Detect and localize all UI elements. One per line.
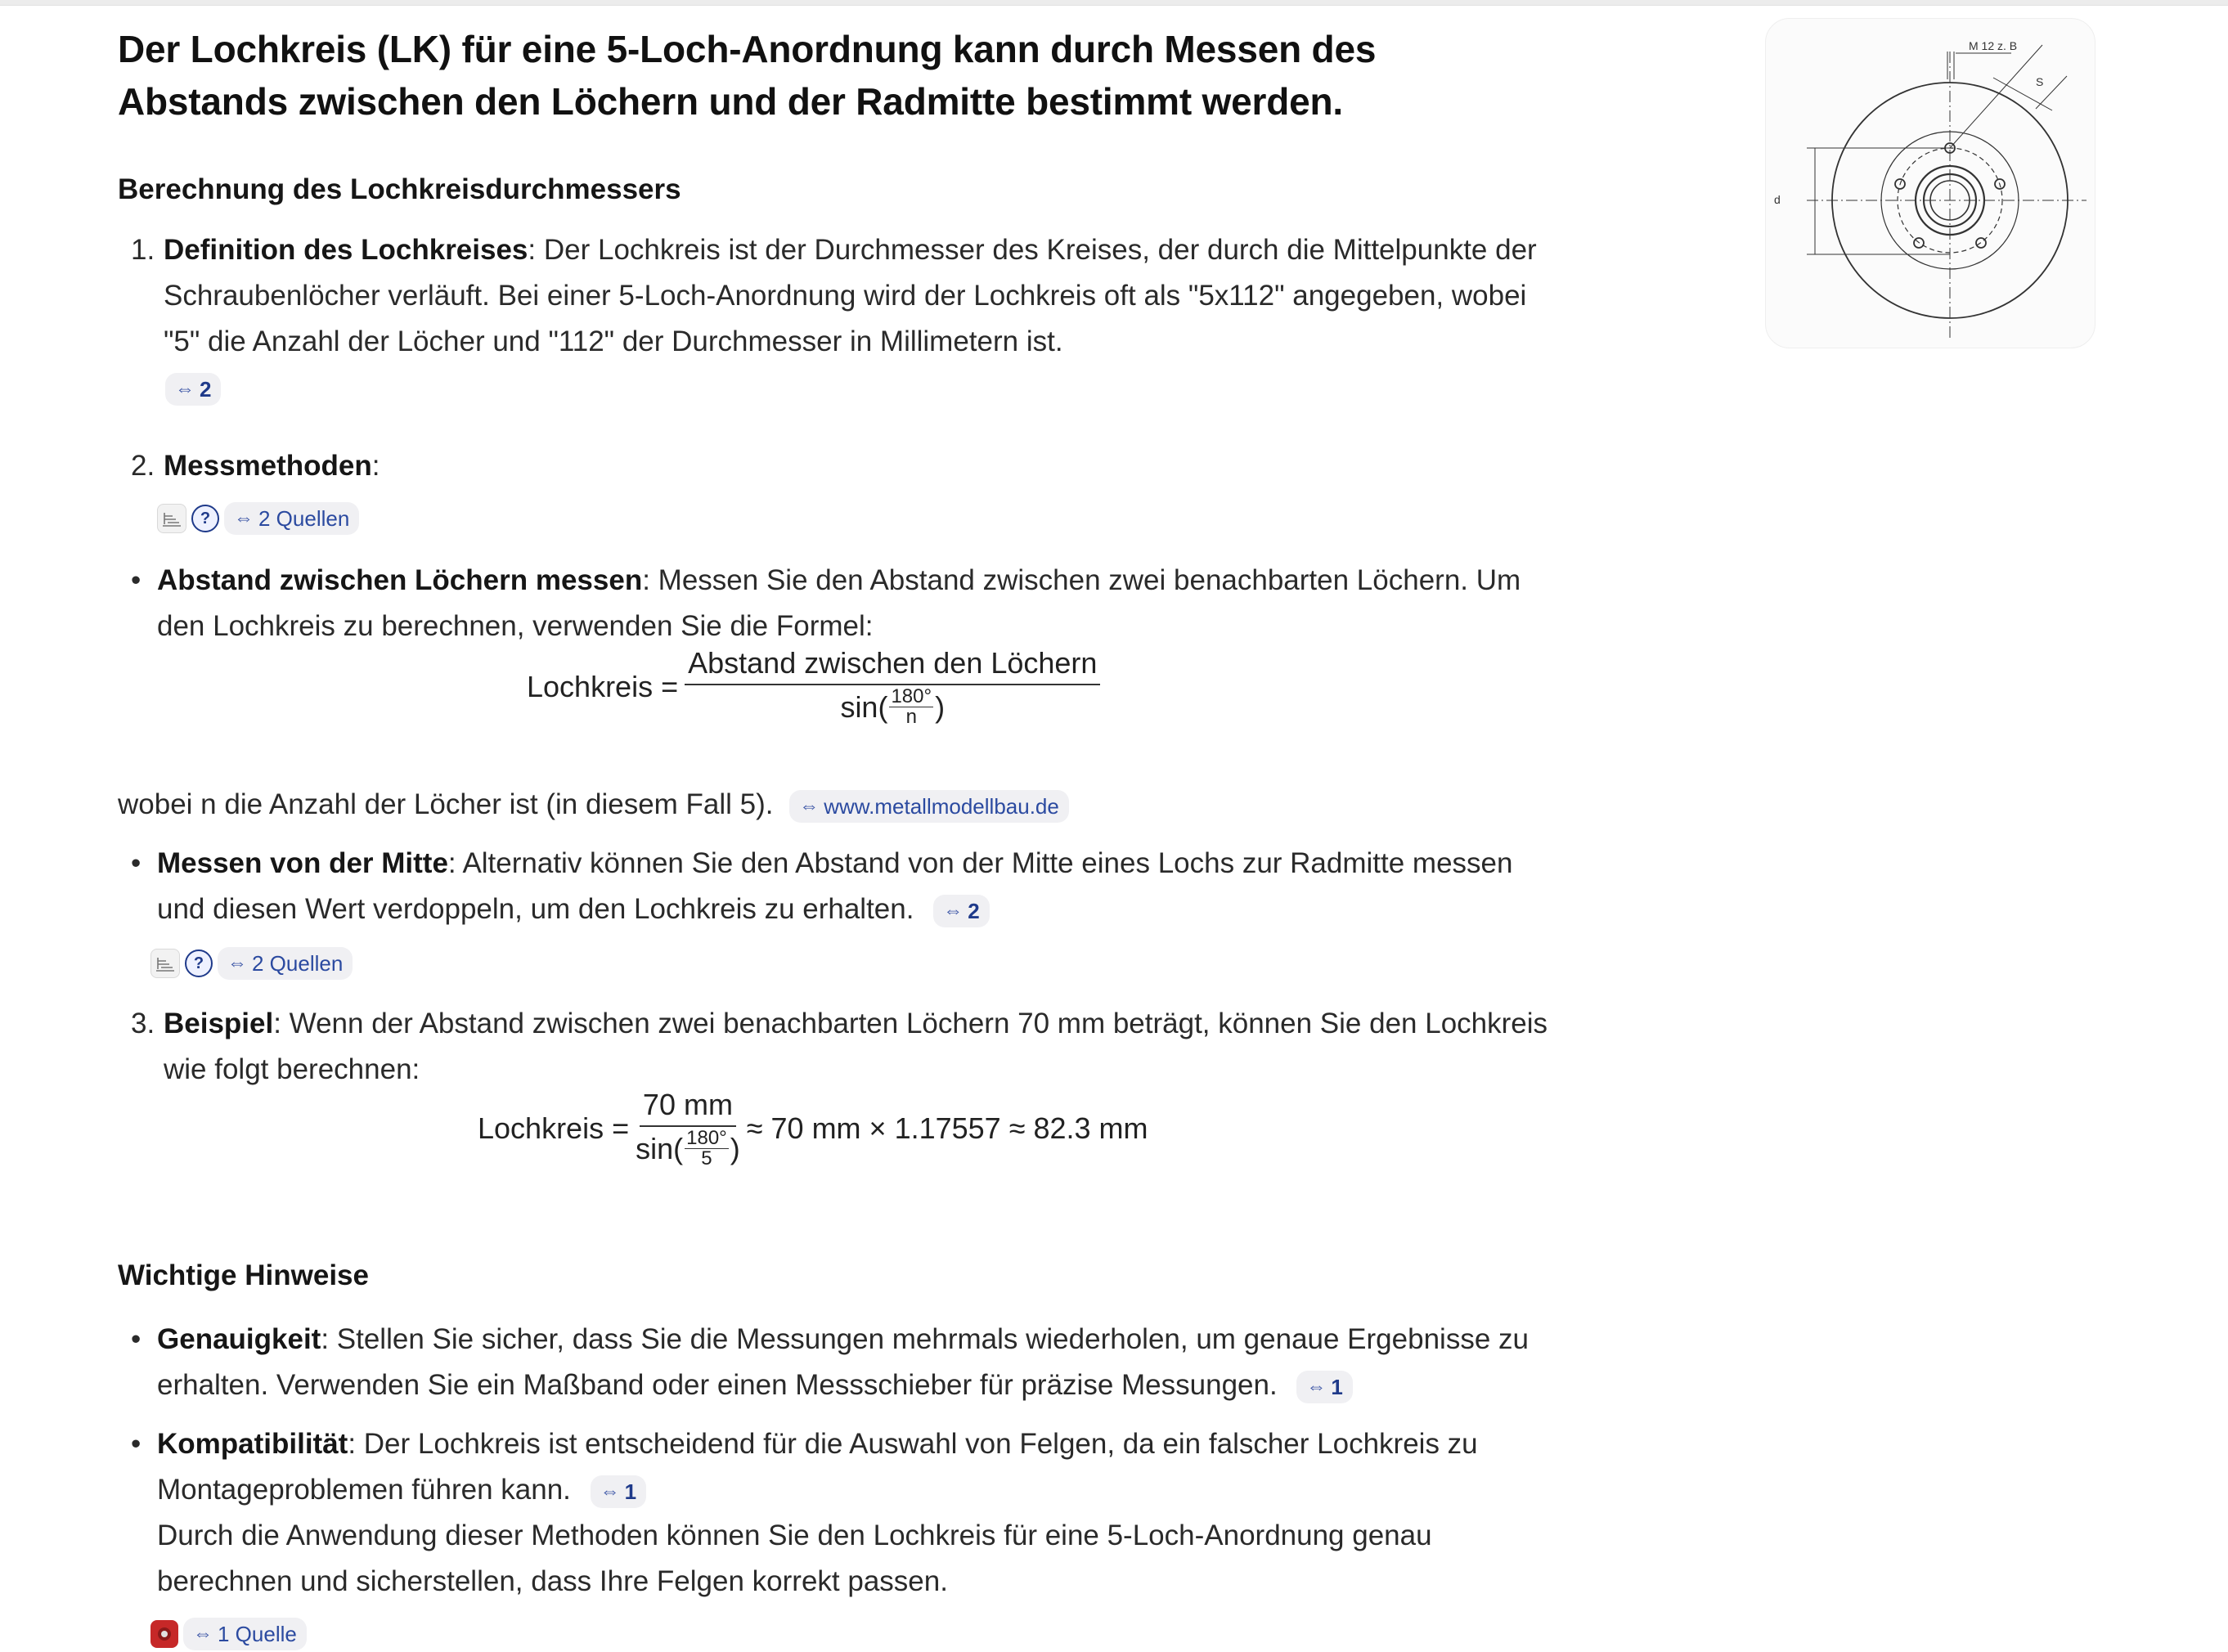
link-icon: ⇔ (234, 507, 254, 529)
formula-lhs: Lochkreis = (527, 669, 679, 703)
citation-number: 1 (624, 1479, 637, 1504)
sources-button-methods[interactable] (224, 502, 359, 535)
formula-rhs: ≈ 70 mm × 1.17557 ≈ 82.3 mm (746, 1111, 1148, 1145)
drawing-label-thread: M 12 z. B (1969, 39, 2018, 52)
link-icon: ⇔ (600, 1479, 620, 1502)
sources-row-center[interactable] (150, 947, 353, 980)
citation-chip-1-accuracy[interactable] (1296, 1371, 1352, 1403)
formula-n: 5 (701, 1147, 712, 1169)
bullet-item-distance (157, 558, 1564, 649)
bullet-text-compatibility: : Der Lochkreis ist entscheidend für die Auswahl von Felgen, da ein falscher Lochkreis zu Montageproblemen führen kann. (157, 1428, 1478, 1506)
bullet-text-distance: : Messen Sie den Abstand zwischen zwei benachbarten Löchern. Um den Lochkreis zu berechnen, verwenden Sie die Formel: (157, 564, 1521, 642)
formula-lhs: Lochkreis = (478, 1111, 630, 1145)
formula-angle-fraction (889, 687, 933, 727)
citation-chip-2-center[interactable] (933, 895, 989, 927)
bullet-text-center: : Alternativ können Sie den Abstand von der Mitte eines Lochs zur Radmitte messen und diesen Wert verdoppeln, um den Lochkreis zu erhalten. (157, 847, 1513, 925)
answer-content (118, 23, 1548, 1646)
link-icon: ⇔ (227, 952, 247, 974)
list-number-2: 2. (131, 450, 155, 482)
formula-close: ) (935, 689, 946, 724)
item-text-example: : Wenn der Abstand zwischen zwei benachbarten Löchern 70 mm beträgt, können Sie den Lochkreis wie folgt berechnen: (164, 1008, 1548, 1085)
source-link-label: www.metallmodellbau.de (824, 793, 1059, 819)
page-title: Der Lochkreis (LK) für eine 5-Loch-Anordnung kann durch Messen des Abstands zwischen den Löchern und der Radmitte bestimmt werden. (118, 28, 1377, 123)
link-icon: ⇔ (193, 1623, 213, 1645)
bullet-item-compatibility (157, 1421, 1531, 1605)
bullet-item-accuracy (157, 1317, 1580, 1408)
formula-sin: sin( (840, 689, 888, 724)
link-icon: ⇔ (1306, 1375, 1327, 1398)
sources-button-center[interactable] (218, 947, 353, 980)
bullet-title-accuracy: Genauigkeit (157, 1323, 321, 1355)
item-title-definition: Definition des Lochkreises (164, 234, 528, 266)
source-favicon-drawing (157, 504, 186, 533)
drawing-label-d: d (1774, 193, 1781, 206)
wheel-bolt-circle-image[interactable] (1765, 18, 2095, 348)
sources-row-notes[interactable] (150, 1618, 307, 1650)
sources-label: 2 Quellen (252, 950, 344, 976)
sources-label: 2 Quellen (258, 505, 350, 531)
source-favicon-drawing (150, 949, 180, 978)
item-title-methods: Messmethoden (164, 450, 372, 482)
bullet-dot: • (131, 1428, 141, 1460)
list-item-definition (164, 227, 1554, 411)
item-text-definition: : Der Lochkreis ist der Durchmesser des Kreises, der durch die Mittelpunkte der Schraubenlöcher verläuft. Bei einer 5-Loch-Anordnung wird der Lochkreis oft als "5x112" angegeben, wobei "5" die Anzahl der Löcher und "112" der Durchmesser in Millimetern ist. (164, 234, 1537, 357)
formula-denominator (636, 1127, 740, 1169)
formula-close: ) (730, 1131, 740, 1165)
bullet-dot: • (131, 847, 141, 879)
bullet-title-center: Messen von der Mitte (157, 847, 448, 879)
formula-angle-fraction (685, 1129, 729, 1169)
citation-chip-1-compatibility[interactable] (591, 1475, 646, 1508)
formula-sin: sin( (636, 1131, 684, 1165)
bullet-title-distance: Abstand zwischen Löchern messen (157, 564, 643, 596)
citation-number: 2 (200, 376, 212, 402)
item-title-example: Beispiel (164, 1008, 274, 1039)
sources-label: 1 Quelle (218, 1621, 297, 1646)
top-divider (0, 0, 2228, 6)
citation-chip-2[interactable] (165, 373, 221, 406)
formula-angle: 180° (891, 685, 932, 707)
formula-fraction (636, 1088, 740, 1169)
link-icon: ⇔ (799, 794, 820, 817)
formula-n: n (905, 706, 917, 728)
section-heading-notes: Wichtige Hinweise (118, 1259, 369, 1291)
sources-row-methods[interactable] (157, 502, 359, 535)
bolt-circle-drawing (1766, 19, 2095, 348)
formula-example (478, 1088, 1148, 1169)
citation-number: 2 (968, 898, 980, 923)
source-link-metallmodellbau[interactable] (789, 790, 1069, 823)
source-favicon-question-icon: ? (191, 505, 219, 532)
list-number-1: 1. (131, 234, 155, 266)
formula-explanation (118, 782, 1069, 828)
list-item-methods (164, 443, 380, 489)
formula-numerator: Abstand zwischen den Löchern (685, 646, 1100, 685)
bullet-text-accuracy: : Stellen Sie sicher, dass Sie die Messungen mehrmals wiederholen, um genaue Ergebnisse zu erhalten. Verwenden Sie ein Maßband oder einen Messschieber für präzise Messungen. (157, 1323, 1529, 1401)
source-favicon-question-icon: ? (185, 949, 213, 977)
source-favicon-red-icon (150, 1620, 178, 1648)
formula-angle: 180° (686, 1127, 727, 1149)
sources-button-notes[interactable] (183, 1618, 307, 1650)
link-icon: ⇔ (175, 377, 195, 400)
link-icon: ⇔ (943, 899, 964, 922)
formula-denominator (840, 685, 945, 727)
citation-number: 1 (1331, 1374, 1343, 1399)
bullet-dot: • (131, 1323, 141, 1355)
bullet-dot: • (131, 564, 141, 596)
list-number-3: 3. (131, 1008, 155, 1039)
formula-fraction (685, 646, 1100, 727)
item-text-methods: : (371, 450, 380, 482)
formula-numerator: 70 mm (640, 1088, 736, 1127)
bullet-title-compatibility: Kompatibilität (157, 1428, 348, 1460)
list-item-example (164, 1001, 1570, 1093)
bullet-item-center (157, 841, 1564, 932)
formula-explanation-text: wobei n die Anzahl der Löcher ist (in diesem Fall 5). (118, 788, 774, 820)
section-heading-calculation: Berechnung des Lochkreisdurchmessers (118, 173, 681, 205)
closing-text: Durch die Anwendung dieser Methoden können Sie den Lochkreis für eine 5-Loch-Anordnung genau berechnen und sicherstellen, dass Ihre Felgen korrekt passen. (157, 1520, 1432, 1597)
drawing-label-s: S (2036, 75, 2044, 88)
formula-lochkreis (527, 646, 1107, 727)
